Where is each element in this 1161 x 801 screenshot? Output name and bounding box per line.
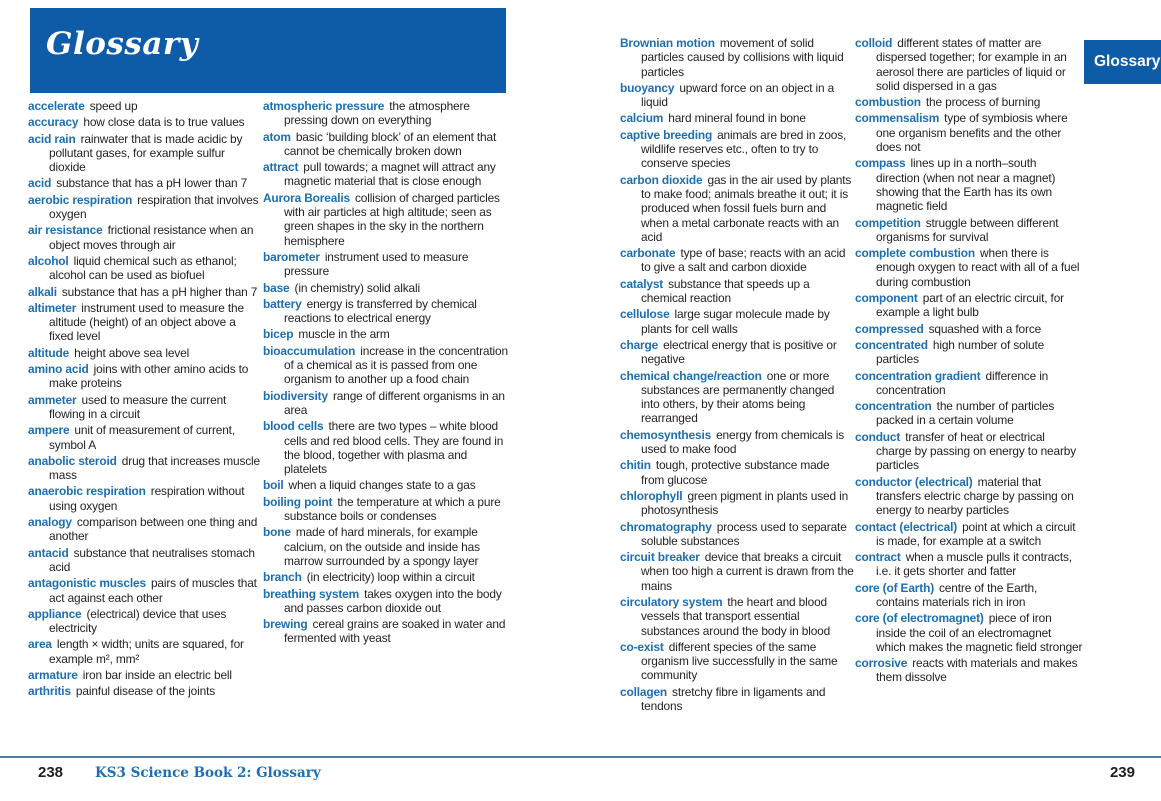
glossary-definition: substance that neutralises stomach acid: [49, 545, 255, 574]
glossary-entry: [263, 617, 508, 646]
glossary-term: ammeter: [28, 392, 77, 407]
page-number-left: 238: [38, 764, 64, 781]
glossary-definition: part of an electric circuit, for example a light bulb: [876, 291, 1064, 320]
glossary-term: circulatory system: [620, 594, 723, 609]
glossary-definition: gas in the air used by plants to make food; animals breathe it out; it is produced when fossil fuels burn and when a metal carbonate reacts with an acid: [641, 172, 852, 244]
glossary-definition: pull towards; a magnet will attract any magnetic material that is close enough: [284, 160, 496, 189]
glossary-term: concentration: [855, 399, 932, 414]
glossary-entry: [28, 546, 262, 575]
glossary-entry: [620, 458, 854, 487]
glossary-definition: substance that has a pH higher than 7: [61, 284, 258, 299]
glossary-term: conductor (electrical): [855, 474, 973, 489]
glossary-definition: frictional resistance when an object moves through air: [49, 223, 254, 252]
glossary-term: anabolic steroid: [28, 453, 117, 468]
glossary-entry: [263, 297, 508, 326]
glossary-entry: [28, 637, 262, 666]
glossary-term: chitin: [620, 458, 651, 473]
glossary-entry: [263, 99, 508, 128]
glossary-entry: [263, 160, 508, 189]
glossary-definition: used to measure the current flowing in a circuit: [49, 392, 227, 421]
glossary-definition: respiration that involves oxygen: [49, 192, 259, 222]
glossary-definition: how close data is to true values: [83, 115, 245, 130]
footer-divider: [0, 756, 1161, 758]
glossary-term: attract: [263, 160, 299, 175]
glossary-term: cellulose: [620, 307, 670, 322]
glossary-definition: drug that increases muscle mass: [49, 453, 260, 483]
glossary-term: air resistance: [28, 223, 103, 238]
glossary-entry: [28, 362, 262, 391]
glossary-term: collagen: [620, 684, 668, 699]
glossary-definition: substance that speeds up a chemical reaction: [641, 276, 810, 306]
glossary-term: compass: [855, 156, 906, 171]
glossary-definition: (electrical) device that uses electricity: [49, 606, 227, 636]
glossary-definition: stretchy fibre in ligaments and tendons: [641, 684, 826, 714]
glossary-entry: [855, 246, 1083, 289]
glossary-term: bioaccumulation: [263, 343, 356, 358]
glossary-definition: hard mineral found in bone: [668, 111, 806, 126]
glossary-term: complete combustion: [855, 246, 976, 261]
glossary-definition: speed up: [89, 99, 138, 113]
section-tab: [1084, 40, 1161, 84]
glossary-entry: [855, 338, 1083, 367]
glossary-entry: [28, 254, 262, 283]
glossary-entry: [263, 495, 508, 524]
glossary-term: altimeter: [28, 300, 77, 315]
glossary-term: chemical change/reaction: [620, 368, 762, 383]
glossary-term: carbon dioxide: [620, 172, 703, 187]
glossary-definition: (in chemistry) solid alkali: [294, 280, 420, 295]
glossary-definition: when a muscle pulls it contracts, i.e. it gets shorter and fatter: [876, 550, 1072, 579]
glossary-term: accelerate: [28, 99, 85, 113]
glossary-definition: energy from chemicals is used to make food: [641, 427, 844, 457]
glossary-definition: muscle in the arm: [298, 327, 390, 342]
glossary-entry: [855, 581, 1083, 610]
glossary-entry: [28, 193, 262, 222]
glossary-definition: squashed with a force: [928, 321, 1042, 336]
glossary-term: barometer: [263, 249, 320, 264]
glossary-definition: joins with other amino acids to make proteins: [49, 362, 249, 391]
glossary-column-1: [28, 99, 262, 701]
glossary-definition: electrical energy that is positive or negative: [641, 337, 837, 367]
glossary-entry: [263, 570, 508, 584]
glossary-entry: [620, 81, 854, 110]
glossary-definition: collision of charged particles with air particles at high altitude; seen as green shapes in the sky in the northern hemisphere: [284, 190, 500, 248]
glossary-term: base: [263, 280, 290, 295]
glossary-entry: [855, 156, 1083, 213]
glossary-entry: [620, 550, 854, 593]
glossary-definition: one or more substances are permanently changed into others, by their atoms being rearranged: [641, 368, 835, 426]
glossary-definition: process used to separate soluble substances: [641, 519, 847, 548]
glossary-entry: [855, 611, 1083, 654]
glossary-term: accuracy: [28, 115, 79, 130]
glossary-definition: iron bar inside an electric bell: [82, 667, 232, 682]
glossary-entry: [620, 307, 854, 336]
glossary-entry: [855, 322, 1083, 336]
glossary-entry: [620, 595, 854, 638]
glossary-term: colloid: [855, 36, 893, 50]
glossary-entry: [855, 216, 1083, 245]
glossary-definition: range of different organisms in an area: [284, 388, 505, 417]
glossary-entry: [263, 344, 508, 387]
glossary-term: antagonistic muscles: [28, 576, 146, 591]
glossary-entry: [620, 277, 854, 306]
glossary-entry: [855, 475, 1083, 518]
glossary-definition: movement of solid particles caused by collisions with liquid particles: [641, 36, 844, 79]
glossary-entry: [263, 525, 508, 568]
glossary-term: captive breeding: [620, 127, 713, 142]
glossary-entry: [263, 587, 508, 616]
glossary-term: armature: [28, 667, 78, 682]
glossary-term: Aurora Borealis: [263, 190, 350, 205]
glossary-term: brewing: [263, 617, 308, 632]
glossary-definition: animals are bred in zoos, wildlife reserves etc., often to try to conserve species: [641, 127, 847, 171]
glossary-entry: [620, 520, 854, 549]
glossary-definition: energy is transferred by chemical reactions to electrical energy: [284, 296, 477, 326]
glossary-entry: [620, 369, 854, 426]
glossary-term: conduct: [855, 429, 901, 444]
glossary-entry: [28, 301, 262, 344]
glossary-definition: device that breaks a circuit when too high a current is drawn from the mains: [641, 550, 854, 593]
glossary-term: aerobic respiration: [28, 192, 133, 207]
glossary-term: charge: [620, 337, 659, 352]
glossary-entry: [263, 130, 508, 159]
glossary-term: chromatography: [620, 519, 712, 534]
glossary-term: arthritis: [28, 684, 71, 699]
glossary-entry: [855, 369, 1083, 398]
glossary-entry: [855, 95, 1083, 109]
glossary-entry: [620, 338, 854, 367]
glossary-definition: comparison between one thing and another: [49, 515, 258, 544]
page-header-banner: [30, 8, 506, 93]
glossary-term: catalyst: [620, 276, 664, 291]
glossary-entry: [28, 393, 262, 422]
glossary-term: appliance: [28, 606, 82, 621]
glossary-definition: height above sea level: [74, 345, 190, 360]
glossary-definition: the temperature at which a pure substance boils or condenses: [284, 494, 501, 524]
glossary-term: chlorophyll: [620, 488, 683, 503]
glossary-entry: [855, 36, 1083, 93]
glossary-term: co-exist: [620, 639, 664, 654]
glossary-entry: [263, 478, 508, 492]
glossary-entry: [620, 128, 854, 171]
glossary-entry: [263, 419, 508, 476]
glossary-definition: the number of particles packed in a certain volume: [876, 399, 1055, 428]
glossary-definition: struggle between different organisms for survival: [876, 215, 1059, 244]
glossary-entry: [855, 430, 1083, 473]
glossary-term: contract: [855, 550, 901, 565]
glossary-term: corrosive: [855, 656, 908, 671]
glossary-definition: unit of measurement of current, symbol A: [49, 423, 235, 452]
glossary-entry: [620, 640, 854, 683]
glossary-definition: basic ‘building block’ of an element that cannot be chemically broken down: [284, 129, 497, 158]
glossary-definition: tough, protective substance made from glucose: [641, 458, 830, 487]
glossary-term: concentration gradient: [855, 368, 981, 383]
glossary-entry: [620, 246, 854, 275]
glossary-definition: high number of solute particles: [876, 337, 1045, 367]
glossary-entry: [28, 515, 262, 544]
glossary-term: Brownian motion: [620, 36, 715, 50]
glossary-term: bicep: [263, 327, 294, 342]
glossary-entry: [28, 576, 262, 605]
glossary-definition: centre of the Earth, contains materials rich in iron: [876, 580, 1038, 609]
glossary-term: anaerobic respiration: [28, 484, 146, 499]
glossary-entry: [28, 176, 262, 190]
glossary-definition: (in electricity) loop within a circuit: [306, 570, 475, 585]
glossary-term: ampere: [28, 423, 70, 438]
glossary-entry: [855, 520, 1083, 549]
glossary-definition: the atmosphere pressing down on everything: [284, 99, 470, 128]
glossary-definition: liquid chemical such as ethanol; alcohol can be used as biofuel: [49, 253, 237, 283]
glossary-definition: painful disease of the joints: [75, 684, 216, 699]
glossary-definition: respiration without using oxygen: [49, 484, 245, 513]
glossary-definition: reacts with materials and makes them dissolve: [876, 656, 1078, 685]
glossary-definition: length × width; units are squared, for example m², mm²: [49, 637, 244, 666]
glossary-definition: upward force on an object in a liquid: [641, 80, 835, 110]
glossary-definition: different species of the same organism live successfully in the same community: [641, 639, 838, 683]
glossary-definition: green pigment in plants used in photosynthesis: [641, 488, 849, 518]
glossary-definition: cereal grains are soaked in water and fermented with yeast: [284, 617, 506, 646]
glossary-term: biodiversity: [263, 388, 328, 403]
glossary-term: combustion: [855, 95, 921, 110]
glossary-entry: [263, 327, 508, 341]
glossary-definition: lines up in a north–south direction (when not near a magnet) showing that the Earth has its own magnetic field: [876, 156, 1056, 214]
glossary-entry: [28, 223, 262, 252]
glossary-entry: [263, 250, 508, 279]
glossary-definition: material that transfers electric charge by passing on energy to nearby particles: [876, 474, 1074, 518]
glossary-entry: [855, 111, 1083, 154]
glossary-definition: instrument used to measure the altitude (height) of an object above a fixed level: [49, 300, 244, 344]
glossary-definition: point at which a circuit is made, for example at a switch: [876, 519, 1076, 548]
glossary-definition: there are two types – white blood cells and red blood cells. They are found in the blood, together with plasma and platelets: [284, 419, 504, 477]
glossary-term: competition: [855, 215, 921, 230]
glossary-term: commensalism: [855, 111, 940, 126]
glossary-definition: the process of burning: [925, 95, 1041, 110]
glossary-term: chemosynthesis: [620, 427, 712, 442]
glossary-entry: [28, 346, 262, 360]
glossary-term: altitude: [28, 345, 70, 360]
glossary-entry: [855, 399, 1083, 428]
glossary-term: atom: [263, 129, 291, 144]
glossary-term: analogy: [28, 515, 72, 530]
glossary-term: contact (electrical): [855, 519, 958, 534]
glossary-entry: [855, 550, 1083, 579]
glossary-definition: piece of iron inside the coil of an electromagnet which makes the magnetic field stronger: [876, 611, 1083, 654]
glossary-term: boil: [263, 478, 284, 493]
glossary-term: carbonate: [620, 246, 676, 261]
glossary-column-4: [855, 36, 1083, 687]
glossary-definition: substance that has a pH lower than 7: [56, 176, 248, 191]
section-tab-label: Glossary: [1094, 53, 1161, 70]
glossary-entry: [263, 281, 508, 295]
glossary-definition: instrument used to measure pressure: [284, 249, 469, 279]
glossary-term: calcium: [620, 111, 664, 126]
glossary-term: battery: [263, 296, 302, 311]
glossary-entry: [620, 173, 854, 244]
glossary-definition: difference in concentration: [876, 368, 1049, 397]
glossary-definition: when there is enough oxygen to react with all of a fuel during combustion: [876, 246, 1080, 289]
glossary-term: breathing system: [263, 586, 360, 601]
glossary-term: amino acid: [28, 362, 89, 377]
glossary-entry: [28, 454, 262, 483]
glossary-entry: [855, 291, 1083, 320]
glossary-entry: [28, 684, 262, 698]
glossary-definition: increase in the concentration of a chemical as it is passed from one organism to another up a food chain: [284, 343, 508, 387]
glossary-term: antacid: [28, 545, 69, 560]
glossary-term: acid: [28, 176, 52, 191]
glossary-term: branch: [263, 570, 302, 585]
glossary-definition: pairs of muscles that act against each other: [49, 576, 257, 605]
glossary-term: bone: [263, 525, 291, 540]
glossary-entry: [28, 115, 262, 129]
glossary-term: blood cells: [263, 419, 324, 434]
glossary-term: compressed: [855, 321, 924, 336]
glossary-definition: the heart and blood vessels that transport essential substances around the body in blood: [641, 594, 831, 638]
glossary-definition: type of base; reacts with an acid to give a salt and carbon dioxide: [641, 246, 846, 275]
glossary-entry: [620, 111, 854, 125]
glossary-entry: [28, 668, 262, 682]
glossary-entry: [620, 428, 854, 457]
glossary-term: core (of Earth): [855, 580, 935, 595]
glossary-entry: [28, 132, 262, 175]
glossary-entry: [620, 36, 854, 79]
page-number-right: 239: [1109, 764, 1135, 781]
glossary-entry: [28, 484, 262, 513]
glossary-definition: takes oxygen into the body and passes carbon dioxide out: [284, 586, 502, 615]
glossary-entry: [855, 656, 1083, 685]
glossary-entry: [28, 99, 262, 113]
glossary-entry: [263, 389, 508, 418]
glossary-column-2: [263, 99, 508, 648]
glossary-entry: [620, 685, 854, 714]
glossary-term: concentrated: [855, 337, 928, 352]
glossary-definition: made of hard minerals, for example calcium, on the outside and inside has marrow surrounded by a spongy layer: [284, 525, 480, 568]
glossary-entry: [28, 607, 262, 636]
glossary-term: core (of electromagnet): [855, 611, 984, 626]
glossary-entry: [28, 423, 262, 452]
book-title: KS3 Science Book 2: Glossary: [95, 765, 321, 781]
glossary-definition: rainwater that is made acidic by pollutant gases, for example sulfur dioxide: [49, 131, 243, 175]
glossary-term: area: [28, 637, 52, 652]
glossary-definition: when a liquid changes state to a gas: [288, 478, 476, 493]
glossary-entry: [28, 285, 262, 299]
glossary-term: boiling point: [263, 494, 333, 509]
glossary-term: component: [855, 291, 918, 306]
glossary-entry: [620, 489, 854, 518]
glossary-definition: transfer of heat or electrical charge by passing on energy to nearby particles: [876, 429, 1077, 473]
glossary-column-3: [620, 36, 854, 715]
glossary-term: atmospheric pressure: [263, 99, 385, 113]
glossary-definition: large sugar molecule made by plants for cell walls: [641, 307, 830, 336]
glossary-term: buoyancy: [620, 80, 675, 95]
glossary-term: acid rain: [28, 131, 76, 146]
glossary-term: circuit breaker: [620, 550, 700, 565]
glossary-term: alkali: [28, 284, 57, 299]
glossary-definition: different states of matter are dispersed together; for example in an aerosol there are particles of liquid or solid dispersed in a gas: [876, 36, 1067, 93]
page-title: Glossary: [46, 26, 199, 62]
glossary-definition: type of symbiosis where one organism benefits and the other does not: [876, 111, 1068, 155]
glossary-term: alcohol: [28, 253, 69, 268]
glossary-entry: [263, 191, 508, 248]
